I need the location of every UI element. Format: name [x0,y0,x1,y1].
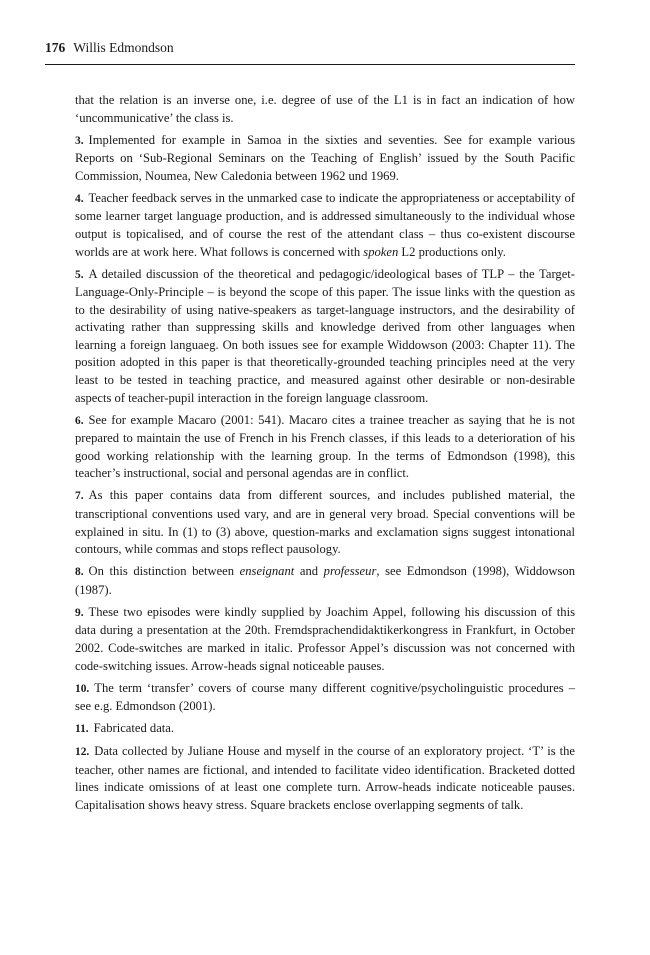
endnote-text: As this paper contains data from different sources, and includes published material, the transcriptional conventions used vary, and are in general very broad. Special conventions will be explained in situ. In (1) to (3) above, question-marks and exclamation signs suggest intonational contours, while commas and stops reflect pausology. [75,488,575,557]
endnote-number: 11. [75,723,89,736]
endnote-italic-text: professeur [323,564,377,579]
endnote-italic-text: spoken [363,244,399,259]
endnote-italic-text: enseignant [239,564,295,579]
running-author: Willis Edmondson [73,40,174,55]
endnote-number: 6. [75,414,84,427]
endnote-text: On this distinction between [88,564,240,579]
endnote-number: 7. [75,490,84,503]
endnote-text: Fabricated data. [93,721,175,736]
endnote [75,720,575,739]
endnote [75,743,575,814]
endnote [75,604,575,675]
endnote-number: 4. [75,192,84,205]
running-header [45,40,575,65]
endnote [75,132,575,186]
page-number: 176 [45,40,66,55]
endnote-number: 10. [75,682,90,695]
endnote-number: 3. [75,134,84,147]
endnote-text: that the relation is an inverse one, i.e. degree of use of the L1 is in fact an indication of how ‘uncommunicative’ the class is. [75,93,575,125]
endnote-text: A detailed discussion of the theoretical and pedagogic/ideological bases of TLP – the Target-Language-Only-Principle – is beyond the scope of this paper. The issue links with the question as to the desirability of using native-speakers as target-language instructors, and the desirability of activating rather than suppressing skills and knowledge derived from other languages when learning a foreign languaeg. On both issues see for example Widdowson (2003: Chapter 11). The position adopted in this paper is that theoretically-grounded teaching principles need at the very least to be tested in teaching practice, and measured against other desirable or non-desirable aspects of teacher-pupil interaction in the foreign language classroom. [75,266,575,405]
endnote-text: Data collected by Juliane House and myself in the course of an exploratory project. ‘T’ is the teacher, other names are fictional, and intended to facilitate video identification. Bracketed dotted lines indicate omissions of at least one complete turn. Arrow-heads indicate noticeable pauses. Capitalisation shows heavy stress. Square brackets enclose overlapping segments of talk. [75,744,575,812]
endnote-text: and [294,564,324,579]
endnote [75,563,575,599]
endnote-text: These two episodes were kindly supplied by Joachim Appel, following his discussion of this data during a presentation at the 20th. Fremdsprachendidaktikerkongress in Frankfurt, in October 2002. Code-switches are marked in italic. Professor Appel’s discussion was not concerned with code-switching issues. Arrow-heads signal noticeable pauses. [75,604,575,673]
endnote-text: Teacher feedback serves in the unmarked case to indicate the appropriateness or acceptability of some learner target language production, and is addressed simultaneously to the individual whose output is topicalised, and of course the rest of the attendant class – thus co-existent discourse worlds are at work here. What follows is concerned with [75,190,575,259]
endnote-text: L2 productions only. [398,244,506,259]
endnote [75,190,575,261]
endnote-text: , see Edmondson (1998), Widdowson (1987). [75,564,576,597]
endnote [75,412,575,483]
endnote [75,487,575,558]
endnote-number: 9. [75,606,84,619]
endnote [75,92,575,127]
endnote-text: See for example Macaro (2001: 541). Macaro cites a trainee treacher as saying that he is not prepared to maintain the use of French in his French classes, if this leads to a deterioration of his good working relationship with the learning group. In the terms of Edmondson (1998), this teacher’s instructional, social and personal agendas are in conflict. [75,412,575,481]
endnote-text: The term ‘transfer’ covers of course many different cognitive/psycholinguistic procedures – see e.g. Edmondson (2001). [75,680,575,714]
endnote [75,266,575,408]
endnotes [75,92,575,819]
endnote-text: Implemented for example in Samoa in the sixties and seventies. See for example various Reports on ‘Sub-Regional Seminars on the Teaching of English’ issued by the South Pacific Commission, Noumea, New Caledonia between 1962 und 1969. [75,132,575,183]
endnote [75,680,575,716]
endnote-number: 12. [75,746,90,759]
endnote-number: 8. [75,566,84,579]
endnote-number: 5. [75,268,84,281]
